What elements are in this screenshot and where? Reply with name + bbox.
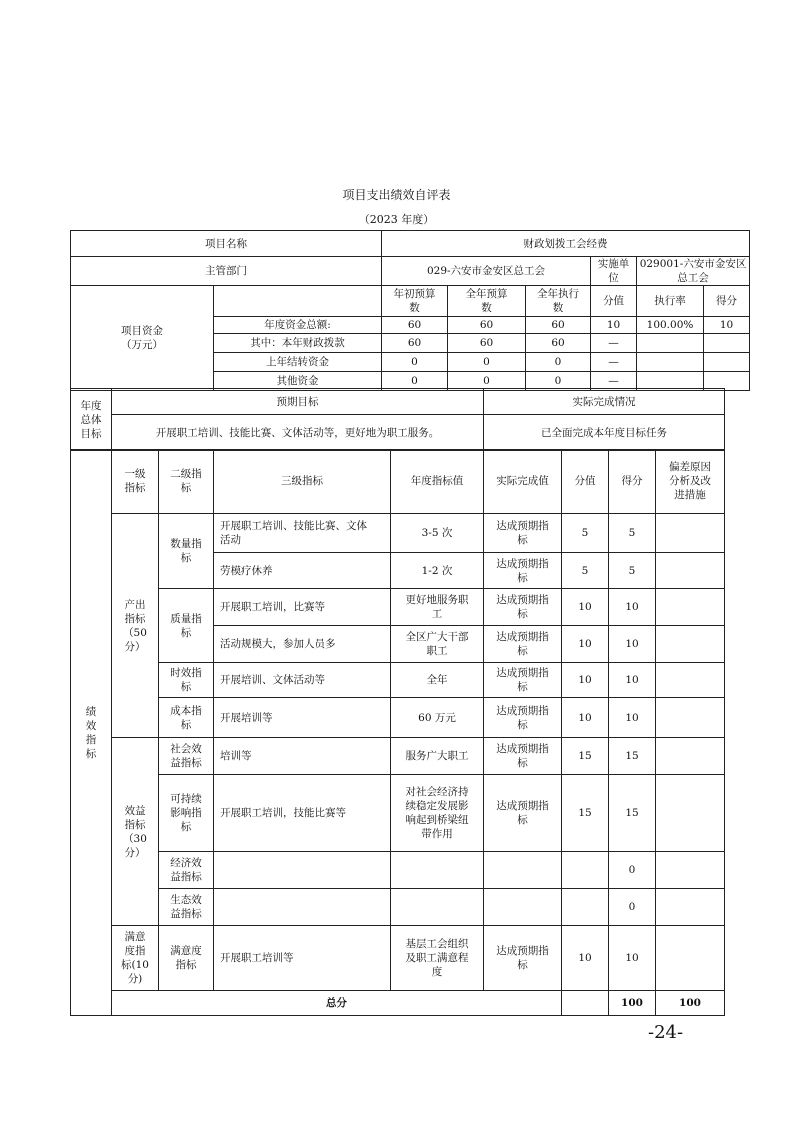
page-number: -24- [648, 1022, 684, 1043]
table-row [71, 852, 725, 888]
sub-satisfaction: 满意度 指标 [159, 926, 214, 991]
score: 10 [609, 589, 656, 625]
total-weight: 100 [609, 990, 656, 1015]
sub-sustain: 可持续 影响指 标 [159, 774, 214, 852]
funds-label: 项目资金 （万元） [71, 286, 214, 391]
score: 10 [609, 926, 656, 991]
expected-goal-value: 开展职工培训、技能比赛、文体活动等，更好地为职工服务。 [112, 415, 484, 451]
actual-completion-label: 实际完成情况 [484, 389, 725, 415]
score: 15 [609, 738, 656, 774]
score: 10 [609, 625, 656, 662]
funds-cell: 0 [448, 372, 526, 391]
target-value [391, 888, 484, 925]
funds-cell [637, 334, 704, 353]
sub-quality: 质量指 标 [159, 589, 214, 663]
indicator: 开展职工培训等 [214, 926, 391, 991]
actual-value: 达成预期指 标 [484, 589, 562, 625]
actual-value: 达成预期指 标 [484, 552, 562, 588]
performance-indicator-table [70, 449, 725, 1016]
funds-cell: 10 [591, 317, 637, 334]
funds-row-label: 其他资金 [214, 372, 382, 391]
perf-header: 二级指 标 [159, 450, 214, 514]
perf-label: 绩 效 指 标 [71, 450, 112, 1016]
page-subtitle: （2023 年度） [358, 213, 435, 226]
funds-row-label: 上年结转资金 [214, 353, 382, 372]
funds-cell: 0 [526, 353, 591, 372]
sub-quantity: 数量指 标 [159, 513, 214, 589]
weight: 5 [562, 513, 609, 552]
weight: 5 [562, 552, 609, 588]
actual-value: 达成预期指 标 [484, 926, 562, 991]
table-row [71, 513, 725, 552]
page-title: 项目支出绩效自评表 [342, 188, 451, 202]
actual-value: 达成预期指 标 [484, 625, 562, 662]
target-value: 基层工会组织 及职工满意程 度 [391, 926, 484, 991]
score: 10 [609, 662, 656, 697]
deviation-note [656, 738, 725, 774]
project-name-value: 财政划拨工会经费 [382, 231, 750, 257]
goal-label: 年度 总体 目标 [71, 389, 112, 451]
deviation-note [656, 589, 725, 625]
indicator: 开展培训、文体活动等 [214, 662, 391, 697]
impl-label: 实施单位 [591, 257, 637, 286]
weight: 10 [562, 926, 609, 991]
target-value: 服务广大职工 [391, 738, 484, 774]
weight: 15 [562, 774, 609, 852]
indicator: 开展培训等 [214, 698, 391, 738]
funds-cell: 10 [704, 317, 750, 334]
deviation-note [656, 513, 725, 552]
funds-cell: 100.00% [637, 317, 704, 334]
target-value: 3-5 次 [391, 513, 484, 552]
cat-benefit: 效益 指标 （30 分） [112, 738, 159, 926]
indicator [214, 888, 391, 925]
weight: 10 [562, 625, 609, 662]
weight [562, 888, 609, 925]
table-row [71, 774, 725, 852]
indicator: 活动规模大，参加人员多 [214, 625, 391, 662]
score: 5 [609, 513, 656, 552]
target-value [391, 852, 484, 888]
funds-cell: 0 [382, 353, 448, 372]
target-value: 全区广大干部 职工 [391, 625, 484, 662]
funds-cell: — [591, 372, 637, 391]
actual-value: 达成预期指 标 [484, 513, 562, 552]
dept-label: 主管部门 [71, 257, 382, 286]
total-blank [562, 990, 609, 1015]
cat-output: 产出 指标 （50 分） [112, 513, 159, 738]
indicator: 培训等 [214, 738, 391, 774]
target-value: 60 万元 [391, 698, 484, 738]
table-row [71, 698, 725, 738]
funds-cell [704, 353, 750, 372]
funds-cell: — [591, 334, 637, 353]
actual-value [484, 888, 562, 925]
funds-cell: 60 [448, 334, 526, 353]
expected-goal-label: 预期目标 [112, 389, 484, 415]
funds-row-label: 年度资金总额: [214, 317, 382, 334]
deviation-note [656, 774, 725, 852]
perf-header: 得分 [609, 450, 656, 514]
weight: 10 [562, 589, 609, 625]
funds-cell: — [591, 353, 637, 372]
funds-header: 全年预算 数 [448, 286, 526, 317]
funds-cell: 60 [382, 334, 448, 353]
funds-cell [637, 353, 704, 372]
funds-row-label: 其中：本年财政拨款 [214, 334, 382, 353]
score: 10 [609, 698, 656, 738]
total-score: 100 [656, 990, 725, 1015]
project-name-label: 项目名称 [71, 231, 382, 257]
perf-header: 三级指标 [214, 450, 391, 514]
perf-header: 实际完成值 [484, 450, 562, 514]
actual-value: 达成预期指 标 [484, 738, 562, 774]
deviation-note [656, 662, 725, 697]
cat-satisfaction: 满意 度指 标(10 分) [112, 926, 159, 991]
funds-header: 年初预算 数 [382, 286, 448, 317]
actual-value: 达成预期指 标 [484, 662, 562, 697]
target-value: 全年 [391, 662, 484, 697]
funds-cell: 60 [448, 317, 526, 334]
deviation-note [656, 625, 725, 662]
sub-economic: 经济效 益指标 [159, 852, 214, 888]
score: 0 [609, 852, 656, 888]
weight: 15 [562, 738, 609, 774]
indicator: 开展职工培训，技能比赛等 [214, 774, 391, 852]
indicator [214, 852, 391, 888]
deviation-note [656, 926, 725, 991]
funds-cell: 60 [382, 317, 448, 334]
deviation-note [656, 698, 725, 738]
weight: 10 [562, 662, 609, 697]
perf-header: 一级 指标 [112, 450, 159, 514]
funds-header-blank [214, 286, 382, 317]
funds-header: 得分 [704, 286, 750, 317]
score: 0 [609, 888, 656, 925]
annual-goal-table [70, 388, 725, 451]
perf-header: 年度指标值 [391, 450, 484, 514]
actual-value: 达成预期指 标 [484, 698, 562, 738]
perf-header: 偏差原因 分析及改 进措施 [656, 450, 725, 514]
indicator: 劳模疗休养 [214, 552, 391, 588]
indicator: 开展职工培训、技能比赛、文体 活动 [214, 513, 391, 552]
funds-cell [704, 334, 750, 353]
target-value: 1-2 次 [391, 552, 484, 588]
dept-value: 029-六安市金安区总工会 [382, 257, 591, 286]
actual-value: 达成预期指 标 [484, 774, 562, 852]
total-label: 总分 [112, 990, 562, 1015]
target-value: 更好地服务职 工 [391, 589, 484, 625]
funds-header: 全年执行 数 [526, 286, 591, 317]
deviation-note [656, 552, 725, 588]
deviation-note [656, 888, 725, 925]
funds-header: 执行率 [637, 286, 704, 317]
actual-completion-value: 已全面完成本年度目标任务 [484, 415, 725, 451]
table-row [71, 589, 725, 625]
funds-cell: 60 [526, 334, 591, 353]
actual-value [484, 852, 562, 888]
sub-timeliness: 时效指 标 [159, 662, 214, 697]
project-info-table [70, 230, 750, 391]
table-row [71, 926, 725, 991]
sub-social: 社会效 益指标 [159, 738, 214, 774]
funds-cell: 0 [382, 372, 448, 391]
funds-cell: 0 [526, 372, 591, 391]
sub-eco: 生态效 益指标 [159, 888, 214, 925]
target-value: 对社会经济持 续稳定发展影 响起到桥梁纽 带作用 [391, 774, 484, 852]
impl-value: 029001-六安市金安区总工会 [637, 257, 750, 286]
table-row [71, 888, 725, 925]
table-row [71, 738, 725, 774]
score: 5 [609, 552, 656, 588]
score: 15 [609, 774, 656, 852]
funds-cell: 60 [526, 317, 591, 334]
sub-cost: 成本指 标 [159, 698, 214, 738]
weight: 10 [562, 698, 609, 738]
total-row [71, 990, 725, 1015]
perf-header: 分值 [562, 450, 609, 514]
weight [562, 852, 609, 888]
funds-cell: 0 [448, 353, 526, 372]
indicator: 开展职工培训，比赛等 [214, 589, 391, 625]
deviation-note [656, 852, 725, 888]
table-row [71, 662, 725, 697]
funds-header: 分值 [591, 286, 637, 317]
